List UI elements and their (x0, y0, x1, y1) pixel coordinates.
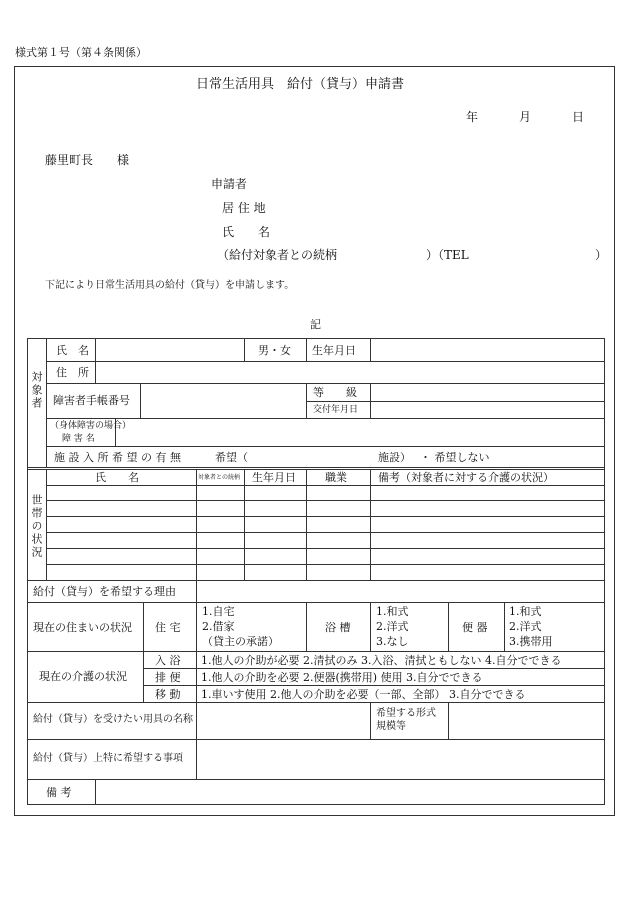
house-opt-2: 2.借家 (202, 620, 235, 633)
care-move-text: 1.車いす使用 2.他人の介助を必要（一部、全部） 3.自分でできる (201, 688, 526, 701)
date-year: 年 (466, 110, 479, 124)
household-header-job: 職業 (325, 471, 347, 484)
reason-label: 給付（貸与）を希望する理由 (33, 585, 176, 598)
date-month: 月 (519, 110, 532, 124)
care-toilet-label: 排 便 (155, 671, 181, 684)
toilet-opt-2: 2.洋式 (509, 620, 542, 633)
household-header-relation: 対象者との続柄 (198, 474, 241, 481)
issued-label: 交付年月日 (313, 405, 359, 415)
form-id: 様式第１号（第４条関係） (15, 46, 147, 59)
date-day: 日 (572, 110, 585, 124)
desired-form-label-2: 規模等 (376, 721, 406, 732)
form-title: 日常生活用具 給付（貸与）申請書 (196, 77, 405, 92)
facility-no-hope: ・ 希望しない (420, 451, 490, 464)
toilet-opt-3: 3.携帯用 (509, 635, 553, 648)
disability-note: （身体障害の場合） (50, 421, 132, 431)
care-bath-label: 入 浴 (155, 654, 181, 667)
facility-word: 施設） (378, 451, 411, 464)
household-header-name: 氏 名 (95, 471, 139, 484)
applicant-tel-close: ） (595, 248, 608, 262)
facility-label: 施 設 入 所 希 望 の 有 無 (54, 451, 181, 464)
household-header-birth: 生年月日 (252, 471, 296, 484)
item-name-label: 給付（貸与）を受けたい用具の名称 (33, 714, 193, 725)
applicant-label: 申請者 (211, 177, 248, 191)
household-header-notes: 備考（対象者に対する介護の状況） (378, 471, 554, 484)
target-birth-label: 生年月日 (312, 344, 356, 357)
care-bath-text: 1.他人の介助が必要 2.清拭のみ 3.入浴、清拭ともしない 4.自分でできる (201, 654, 562, 667)
ki-heading: 記 (310, 318, 321, 331)
target-side-label: 対象者 (30, 371, 43, 410)
bath-opt-1: 1.和式 (376, 605, 409, 618)
applicant-tel-label: ）（TEL (426, 248, 469, 262)
applicant-address-label: 居 住 地 (222, 201, 266, 215)
toilet-label: 便 器 (462, 621, 488, 634)
remarks-label: 備 考 (46, 786, 72, 799)
facility-hope: 希望（ (215, 451, 248, 464)
handbook-label: 障害者手帳番号 (53, 394, 130, 407)
living-label: 現在の住まいの状況 (33, 621, 132, 634)
bath-label: 浴 槽 (325, 621, 351, 634)
application-statement: 下記により日常生活用具の給付（貸与）を申請します。 (45, 280, 295, 291)
household-side-label: 世帯の状況 (30, 494, 43, 559)
applicant-relation-label: （給付対象者との続柄 (217, 248, 338, 262)
bath-opt-3: 3.なし (376, 635, 409, 648)
care-move-label: 移 動 (155, 688, 181, 701)
toilet-opt-1: 1.和式 (509, 605, 542, 618)
addressee: 藤里町長 様 (45, 153, 130, 167)
target-sex-label: 男・女 (258, 344, 291, 357)
house-label: 住 宅 (155, 621, 181, 634)
house-opt-1: 1.自宅 (202, 605, 235, 618)
bath-opt-2: 2.洋式 (376, 620, 409, 633)
applicant-name-label: 氏 名 (222, 225, 271, 239)
grade-label: 等 級 (313, 386, 357, 399)
house-opt-3: （貸主の承諾） (202, 635, 279, 648)
special-request-label: 給付（貸与）上特に希望する事項 (33, 753, 183, 764)
desired-form-label-1: 希望する形式 (376, 708, 436, 719)
target-name-label: 氏 名 (56, 344, 89, 357)
care-label: 現在の介護の状況 (39, 670, 127, 683)
target-address-label: 住 所 (56, 366, 89, 379)
care-toilet-text: 1.他人の介助を必要 2.便器(携帯用) 使用 3.自分でできる (201, 671, 483, 684)
disability-name-label: 障 害 名 (62, 434, 95, 444)
